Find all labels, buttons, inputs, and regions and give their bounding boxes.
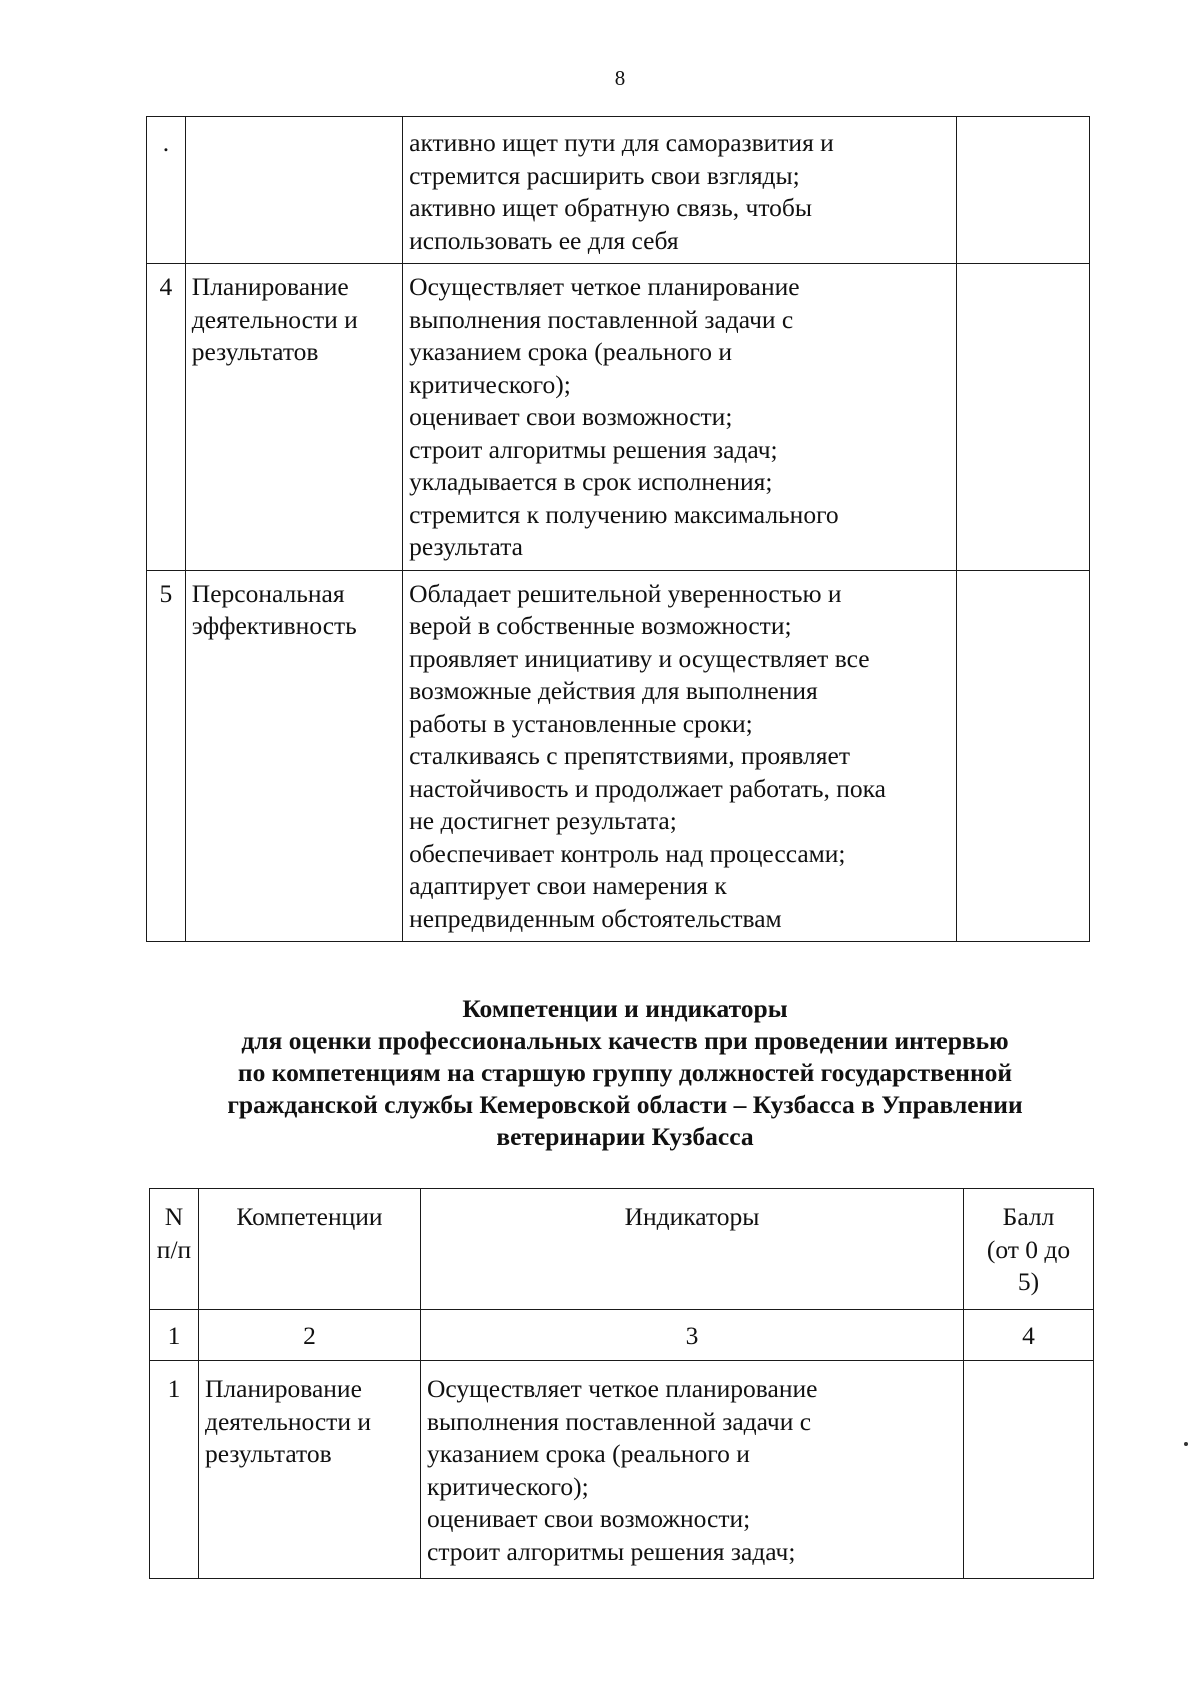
indicators-cell — [403, 570, 957, 942]
header-number-line: N — [164, 1202, 184, 1231]
header-competency: Компетенции — [199, 1189, 421, 1310]
header-score-line: 5) — [1017, 1267, 1040, 1296]
header-score-line: Балл — [1002, 1202, 1055, 1231]
indicator-line: результата — [409, 532, 523, 561]
indicator-line: строит алгоритмы решения задач; — [409, 434, 778, 464]
indicator-line: стремится расширить свои взгляды; — [409, 160, 800, 190]
indicators-cell — [403, 117, 957, 264]
indicator-line: активно ищет пути для саморазвития и — [409, 128, 834, 157]
indicator-line: адаптирует свои намерения к — [409, 871, 727, 900]
competency-cell — [199, 1361, 421, 1579]
table-row — [147, 570, 1090, 942]
header-score — [964, 1189, 1094, 1310]
section-title-line: ветеринарии Кузбасса — [496, 1122, 754, 1151]
score-cell — [957, 117, 1090, 264]
indicator-line: активно ищет обратную связь, чтобы — [409, 193, 813, 222]
indicator-line: сталкиваясь с препятствиями, проявляет — [409, 741, 850, 770]
indicator-line: стремится к получению максимального — [409, 499, 839, 529]
indicator-line: не достигнет результата; — [409, 806, 677, 835]
column-index: 2 — [199, 1309, 421, 1361]
page-number: 8 — [614, 66, 626, 90]
header-number — [150, 1189, 199, 1310]
header-number-line: п/п — [156, 1234, 192, 1264]
indicator-line: строит алгоритмы решения задач; — [427, 1536, 796, 1566]
column-index: 1 — [150, 1309, 199, 1361]
competency-cell — [185, 117, 402, 264]
score-cell — [957, 570, 1090, 942]
row-number: . — [147, 117, 186, 264]
indicator-line: указанием срока (реального и — [427, 1439, 750, 1468]
header-indicators: Индикаторы — [421, 1189, 964, 1310]
header-score-line: (от 0 до — [986, 1234, 1071, 1264]
indicator-line: возможные действия для выполнения — [409, 676, 818, 705]
indicator-line: проявляет инициативу и осуществляет все — [409, 643, 870, 673]
row-number: 4 — [147, 264, 186, 571]
column-index: 4 — [964, 1309, 1094, 1361]
column-index: 3 — [421, 1309, 964, 1361]
indicator-line: настойчивость и продолжает работать, пока — [409, 773, 886, 803]
indicator-line: выполнения поставленной задачи с — [409, 304, 794, 334]
row-number: 5 — [147, 570, 186, 942]
indicator-line: Обладает решительной уверенностью и — [409, 578, 842, 608]
competency-table-continued — [146, 116, 1090, 942]
indicator-line: указанием срока (реального и — [409, 337, 733, 366]
section-title-line: гражданской службы Кемеровской области – Кузбасса в Управлении — [227, 1090, 1023, 1119]
competency-line: Планирование — [191, 272, 349, 301]
table-row — [147, 264, 1090, 571]
competency-line: Планирование — [205, 1374, 362, 1403]
column-index-row — [150, 1309, 1094, 1361]
row-number: 1 — [150, 1361, 199, 1579]
section-title — [100, 993, 1150, 1153]
scan-dot — [1184, 1442, 1188, 1446]
indicator-line: Осуществляет четкое планирование — [409, 272, 800, 301]
competency-cell — [185, 264, 402, 571]
indicator-line: выполнения поставленной задачи с — [427, 1406, 812, 1436]
indicator-line: критического); — [409, 369, 571, 399]
indicator-line: критического); — [427, 1471, 589, 1501]
competency-line: Персональная — [191, 578, 345, 608]
table-row — [150, 1361, 1094, 1579]
indicator-line: работы в установленные сроки; — [409, 708, 753, 738]
indicator-line: верой в собственные возможности; — [409, 611, 792, 640]
indicators-cell — [421, 1361, 964, 1579]
competency-line: результатов — [191, 337, 319, 366]
indicator-line: оценивает свои возможности; — [409, 402, 733, 431]
indicator-line: укладывается в срок исполнения; — [409, 467, 773, 496]
indicator-line: Осуществляет четкое планирование — [427, 1374, 818, 1403]
indicator-line: использовать ее для себя — [409, 225, 679, 255]
competency-line: эффективность — [191, 611, 357, 640]
table-row — [147, 117, 1090, 264]
indicators-cell — [403, 264, 957, 571]
table-header-row — [150, 1189, 1094, 1310]
section-title-line: по компетенциям на старшую группу должностей государственной — [237, 1058, 1013, 1087]
competency-cell — [185, 570, 402, 942]
competency-line: результатов — [205, 1439, 332, 1468]
score-cell — [957, 264, 1090, 571]
competency-line: деятельности и — [205, 1406, 371, 1436]
indicator-line: непредвиденным обстоятельствам — [409, 903, 782, 933]
indicator-line: оценивает свои возможности; — [427, 1504, 751, 1533]
section-title-line: Компетенции и индикаторы — [462, 994, 788, 1023]
competency-line: деятельности и — [191, 304, 358, 334]
section-title-line: для оценки профессиональных качеств при проведении интервью — [241, 1026, 1009, 1055]
competency-table — [149, 1188, 1094, 1579]
score-cell — [964, 1361, 1094, 1579]
indicator-line: обеспечивает контроль над процессами; — [409, 838, 846, 868]
